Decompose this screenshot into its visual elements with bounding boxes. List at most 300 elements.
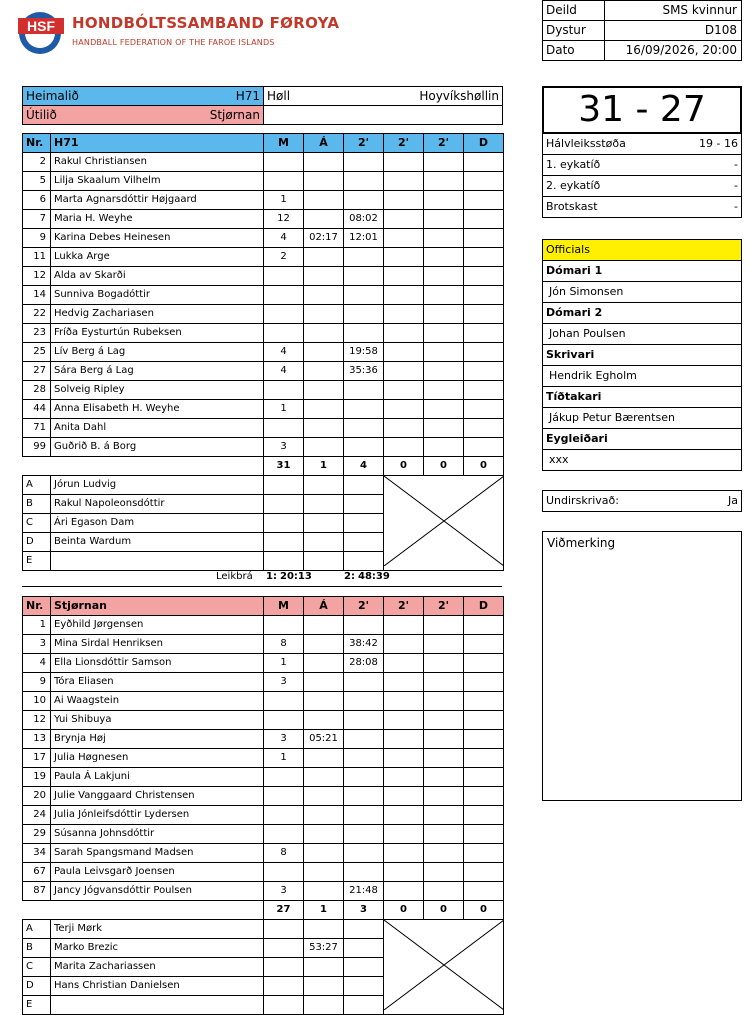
player-stat-empty <box>384 362 424 381</box>
player-warning <box>304 882 344 901</box>
col-header: 2' <box>384 597 424 616</box>
team-official-empty <box>264 958 304 977</box>
player-number: 34 <box>23 844 51 863</box>
player-row <box>23 768 504 787</box>
player-number: 17 <box>23 749 51 768</box>
player-warning <box>304 343 344 362</box>
player-stat-empty <box>424 806 464 825</box>
player-stat-empty <box>464 324 504 343</box>
player-warning <box>304 654 344 673</box>
officials-header: Officials <box>543 240 742 261</box>
player-stat-empty <box>384 825 424 844</box>
total-value: 0 <box>384 901 424 920</box>
player-goals: 3 <box>264 438 304 457</box>
player-warning <box>304 635 344 654</box>
player-stat-empty <box>384 153 424 172</box>
away-team-cell <box>23 106 264 125</box>
player-name: Fríða Eysturtún Rubeksen <box>51 324 264 343</box>
col-header: Á <box>304 597 344 616</box>
player-row <box>23 616 504 635</box>
player-name: Súsanna Johnsdóttir <box>51 825 264 844</box>
player-stat-empty <box>424 248 464 267</box>
player-stat-empty <box>464 400 504 419</box>
player-warning <box>304 692 344 711</box>
player-stat-empty <box>464 863 504 882</box>
player-name: Paula Leivsgarð Joensen <box>51 863 264 882</box>
player-suspension-1 <box>344 787 384 806</box>
remark-label: Viðmerking <box>547 536 616 550</box>
player-stat-empty <box>464 711 504 730</box>
player-stat-empty <box>384 768 424 787</box>
player-stat-empty <box>384 692 424 711</box>
team-official-letter: B <box>23 495 51 514</box>
team-official-name <box>51 996 264 1015</box>
total-value: 31 <box>264 457 304 476</box>
team-official-suspension <box>344 514 384 533</box>
totals-row <box>23 901 504 920</box>
player-stat-empty <box>464 343 504 362</box>
player-name: Karina Debes Heinesen <box>51 229 264 248</box>
player-goals: 1 <box>264 191 304 210</box>
player-row <box>23 362 504 381</box>
total-value: 27 <box>264 901 304 920</box>
player-suspension-1 <box>344 419 384 438</box>
player-goals: 8 <box>264 635 304 654</box>
player-stat-empty <box>424 229 464 248</box>
player-row <box>23 248 504 267</box>
player-name: Julia Jónleifsdóttir Lydersen <box>51 806 264 825</box>
player-row <box>23 172 504 191</box>
score-details-table <box>542 133 742 218</box>
official-name: Jón Simonsen <box>543 282 742 303</box>
team-official-warning: 53:27 <box>304 939 344 958</box>
player-warning <box>304 172 344 191</box>
team-official-name: Jórun Ludvig <box>51 476 264 495</box>
player-number: 9 <box>23 673 51 692</box>
player-stat-empty <box>424 768 464 787</box>
player-stat-empty <box>424 362 464 381</box>
team-official-name: Beinta Wardum <box>51 533 264 552</box>
home-team-cell <box>23 87 264 106</box>
player-stat-empty <box>424 673 464 692</box>
player-stat-empty <box>464 172 504 191</box>
player-warning <box>304 210 344 229</box>
player-number: 22 <box>23 305 51 324</box>
team-official-row <box>23 476 504 495</box>
player-stat-empty <box>384 400 424 419</box>
official-role: Dómari 2 <box>543 303 742 324</box>
score-detail-cell <box>543 134 742 155</box>
player-suspension-1 <box>344 768 384 787</box>
player-suspension-1 <box>344 153 384 172</box>
player-stat-empty <box>424 210 464 229</box>
player-goals <box>264 711 304 730</box>
player-warning: 02:17 <box>304 229 344 248</box>
score-detail-label: Brotskast <box>546 200 598 213</box>
player-goals: 4 <box>264 362 304 381</box>
team-official-warning <box>304 977 344 996</box>
player-stat-empty <box>464 381 504 400</box>
player-stat-empty <box>464 692 504 711</box>
signed-value: Ja <box>728 494 738 507</box>
player-row <box>23 635 504 654</box>
player-goals <box>264 806 304 825</box>
venue-name: Hoyvíkshøllin <box>419 89 499 103</box>
player-stat-empty <box>464 654 504 673</box>
player-stat-empty <box>424 400 464 419</box>
official-name-row <box>543 282 742 303</box>
score-box <box>542 86 742 134</box>
player-stat-empty <box>464 229 504 248</box>
player-warning <box>304 673 344 692</box>
player-goals: 3 <box>264 882 304 901</box>
player-number: 6 <box>23 191 51 210</box>
player-stat-empty <box>424 616 464 635</box>
player-number: 7 <box>23 210 51 229</box>
player-goals <box>264 692 304 711</box>
team-official-empty <box>264 514 304 533</box>
player-stat-empty <box>464 362 504 381</box>
player-suspension-1 <box>344 267 384 286</box>
player-suspension-1 <box>344 863 384 882</box>
player-stat-empty <box>384 844 424 863</box>
player-goals: 12 <box>264 210 304 229</box>
player-row <box>23 286 504 305</box>
player-warning <box>304 248 344 267</box>
player-name: Julie Vanggaard Christensen <box>51 787 264 806</box>
player-row <box>23 229 504 248</box>
player-goals <box>264 825 304 844</box>
official-name-row <box>543 450 742 471</box>
player-number: 10 <box>23 692 51 711</box>
player-number: 20 <box>23 787 51 806</box>
player-stat-empty <box>424 172 464 191</box>
player-number: 2 <box>23 153 51 172</box>
officials-header-row <box>543 240 742 261</box>
match-info-row <box>543 41 742 61</box>
player-row <box>23 191 504 210</box>
team-official-suspension <box>344 495 384 514</box>
player-stat-empty <box>464 673 504 692</box>
col-header-nr: Nr. <box>23 134 51 153</box>
player-stat-empty <box>384 267 424 286</box>
player-stat-empty <box>424 324 464 343</box>
player-number: 13 <box>23 730 51 749</box>
hsf-logo-icon <box>14 6 70 56</box>
player-warning <box>304 381 344 400</box>
player-row <box>23 730 504 749</box>
player-stat-empty <box>424 882 464 901</box>
player-stat-empty <box>424 381 464 400</box>
team-official-warning <box>304 514 344 533</box>
player-suspension-1: 35:36 <box>344 362 384 381</box>
score-detail-value: - <box>734 179 738 192</box>
match-info-table <box>542 0 742 61</box>
score-detail-row <box>543 155 742 176</box>
player-stat-empty <box>384 191 424 210</box>
player-stat-empty <box>424 654 464 673</box>
player-stat-empty <box>384 419 424 438</box>
score-detail-cell <box>543 155 742 176</box>
player-goals <box>264 267 304 286</box>
player-name: Lukka Arge <box>51 248 264 267</box>
away-roster-table <box>22 596 504 1015</box>
player-stat-empty <box>464 787 504 806</box>
player-suspension-1 <box>344 616 384 635</box>
player-number: 3 <box>23 635 51 654</box>
player-warning <box>304 191 344 210</box>
player-suspension-1 <box>344 438 384 457</box>
team-official-suspension <box>344 552 384 571</box>
player-row <box>23 844 504 863</box>
player-goals: 1 <box>264 400 304 419</box>
official-name-row <box>543 366 742 387</box>
official-role-row <box>543 387 742 408</box>
team-official-warning <box>304 476 344 495</box>
player-suspension-1 <box>344 248 384 267</box>
player-suspension-1 <box>344 400 384 419</box>
player-stat-empty <box>424 730 464 749</box>
player-goals: 1 <box>264 654 304 673</box>
player-warning <box>304 711 344 730</box>
player-row <box>23 400 504 419</box>
player-suspension-1: 12:01 <box>344 229 384 248</box>
player-name: Maria H. Weyhe <box>51 210 264 229</box>
total-value: 0 <box>424 901 464 920</box>
player-stat-empty <box>424 635 464 654</box>
player-suspension-1 <box>344 172 384 191</box>
timeouts-label: Leikbrá <box>216 571 253 582</box>
score-detail-cell <box>543 197 742 218</box>
team-official-suspension <box>344 977 384 996</box>
timeout-2: 48:39 <box>358 571 390 582</box>
player-stat-empty <box>384 863 424 882</box>
player-name: Solveig Ripley <box>51 381 264 400</box>
player-warning <box>304 863 344 882</box>
player-warning <box>304 286 344 305</box>
player-stat-empty <box>464 438 504 457</box>
official-role: Dómari 1 <box>543 261 742 282</box>
player-number: 25 <box>23 343 51 362</box>
timeout-1: 20:13 <box>280 571 312 582</box>
player-row <box>23 153 504 172</box>
player-number: 27 <box>23 362 51 381</box>
player-stat-empty <box>384 248 424 267</box>
player-stat-empty <box>464 210 504 229</box>
player-suspension-1 <box>344 825 384 844</box>
team-official-empty <box>264 533 304 552</box>
match-info-value: SMS kvinnur <box>605 1 742 21</box>
team-official-name: Hans Christian Danielsen <box>51 977 264 996</box>
player-number: 1 <box>23 616 51 635</box>
player-stat-empty <box>464 768 504 787</box>
team-official-name: Marita Zachariassen <box>51 958 264 977</box>
player-stat-empty <box>424 844 464 863</box>
player-goals: 2 <box>264 248 304 267</box>
player-stat-empty <box>384 438 424 457</box>
player-goals: 3 <box>264 673 304 692</box>
player-suspension-1 <box>344 711 384 730</box>
timeouts-row <box>22 571 502 587</box>
team-official-letter: C <box>23 514 51 533</box>
player-row <box>23 419 504 438</box>
player-number: 99 <box>23 438 51 457</box>
team-official-warning <box>304 495 344 514</box>
player-goals <box>264 863 304 882</box>
col-header: 2' <box>424 597 464 616</box>
player-suspension-1: 38:42 <box>344 635 384 654</box>
player-stat-empty <box>464 419 504 438</box>
roster-header-row <box>23 597 504 616</box>
player-stat-empty <box>464 191 504 210</box>
player-name: Ai Waagstein <box>51 692 264 711</box>
player-name: Marta Agnarsdóttir Højgaard <box>51 191 264 210</box>
player-row <box>23 324 504 343</box>
player-stat-empty <box>424 438 464 457</box>
player-number: 87 <box>23 882 51 901</box>
player-stat-empty <box>384 635 424 654</box>
player-row <box>23 673 504 692</box>
player-row <box>23 825 504 844</box>
team-official-warning <box>304 958 344 977</box>
col-header-team: H71 <box>51 134 264 153</box>
score-detail-label: 2. eykatíð <box>546 179 601 192</box>
player-row <box>23 381 504 400</box>
player-number: 11 <box>23 248 51 267</box>
crossed-out-cell <box>384 920 504 1015</box>
player-row <box>23 749 504 768</box>
score-detail-value: - <box>734 200 738 213</box>
player-stat-empty <box>424 286 464 305</box>
player-suspension-1 <box>344 381 384 400</box>
player-stat-empty <box>464 267 504 286</box>
player-suspension-1: 21:48 <box>344 882 384 901</box>
player-name: Julia Høgnesen <box>51 749 264 768</box>
player-name: Alda av Skarði <box>51 267 264 286</box>
official-role: Skrivari <box>543 345 742 366</box>
col-header: D <box>464 597 504 616</box>
col-header: 2' <box>424 134 464 153</box>
player-stat-empty <box>384 673 424 692</box>
total-value: 0 <box>384 457 424 476</box>
player-row <box>23 711 504 730</box>
player-goals <box>264 286 304 305</box>
player-name: Hedvig Zachariasen <box>51 305 264 324</box>
player-number: 67 <box>23 863 51 882</box>
player-row <box>23 806 504 825</box>
score-detail-row <box>543 134 742 155</box>
player-number: 24 <box>23 806 51 825</box>
totals-row <box>23 457 504 476</box>
player-row <box>23 863 504 882</box>
player-goals <box>264 787 304 806</box>
score-detail-cell <box>543 176 742 197</box>
cross-icon <box>384 920 504 1010</box>
player-goals <box>264 381 304 400</box>
player-number: 19 <box>23 768 51 787</box>
player-name: Anna Elisabeth H. Weyhe <box>51 400 264 419</box>
player-stat-empty <box>424 825 464 844</box>
player-stat-empty <box>424 749 464 768</box>
player-row <box>23 305 504 324</box>
team-official-suspension <box>344 476 384 495</box>
col-header-team: Stjørnan <box>51 597 264 616</box>
team-official-empty <box>264 939 304 958</box>
player-row <box>23 787 504 806</box>
team-official-letter: A <box>23 920 51 939</box>
player-goals <box>264 419 304 438</box>
player-name: Paula Á Lakjuni <box>51 768 264 787</box>
player-goals: 8 <box>264 844 304 863</box>
official-name-row <box>543 324 742 345</box>
player-row <box>23 343 504 362</box>
col-header-nr: Nr. <box>23 597 51 616</box>
federation-subtitle: HANDBALL FEDERATION OF THE FAROE ISLANDS <box>72 38 275 47</box>
team-official-letter: E <box>23 996 51 1015</box>
crossed-out-cell <box>384 476 504 571</box>
team-official-letter: B <box>23 939 51 958</box>
total-value: 0 <box>464 457 504 476</box>
score-detail-label: Hálvleiksstøða <box>546 137 626 150</box>
remark-box <box>542 531 742 801</box>
player-warning <box>304 438 344 457</box>
player-suspension-1 <box>344 806 384 825</box>
player-number: 44 <box>23 400 51 419</box>
player-row <box>23 882 504 901</box>
total-value: 1 <box>304 457 344 476</box>
official-role-row <box>543 261 742 282</box>
player-warning <box>304 787 344 806</box>
venue-label: Høll <box>267 89 291 103</box>
total-value: 0 <box>424 457 464 476</box>
player-row <box>23 654 504 673</box>
col-header: M <box>264 134 304 153</box>
col-header: Á <box>304 134 344 153</box>
team-official-row <box>23 920 504 939</box>
player-name: Tóra Eliasen <box>51 673 264 692</box>
player-warning <box>304 825 344 844</box>
player-number: 12 <box>23 711 51 730</box>
player-warning <box>304 616 344 635</box>
player-number: 71 <box>23 419 51 438</box>
player-goals <box>264 172 304 191</box>
player-stat-empty <box>384 305 424 324</box>
player-stat-empty <box>424 153 464 172</box>
col-header: 2' <box>344 597 384 616</box>
player-warning <box>304 362 344 381</box>
player-suspension-1 <box>344 305 384 324</box>
official-name: xxx <box>543 450 742 471</box>
total-value: 1 <box>304 901 344 920</box>
official-name: Hendrik Egholm <box>543 366 742 387</box>
player-stat-empty <box>384 381 424 400</box>
player-stat-empty <box>464 305 504 324</box>
player-suspension-1: 19:58 <box>344 343 384 362</box>
player-stat-empty <box>384 787 424 806</box>
signed-label: Undirskrivað: <box>546 494 619 507</box>
player-stat-empty <box>464 806 504 825</box>
player-warning <box>304 419 344 438</box>
player-stat-empty <box>384 616 424 635</box>
total-value: 0 <box>464 901 504 920</box>
player-suspension-1 <box>344 191 384 210</box>
official-role-row <box>543 345 742 366</box>
player-number: 28 <box>23 381 51 400</box>
total-value: 4 <box>344 457 384 476</box>
score-detail-value: 19 - 16 <box>699 137 738 150</box>
home-team-name: H71 <box>235 89 260 103</box>
player-warning <box>304 305 344 324</box>
